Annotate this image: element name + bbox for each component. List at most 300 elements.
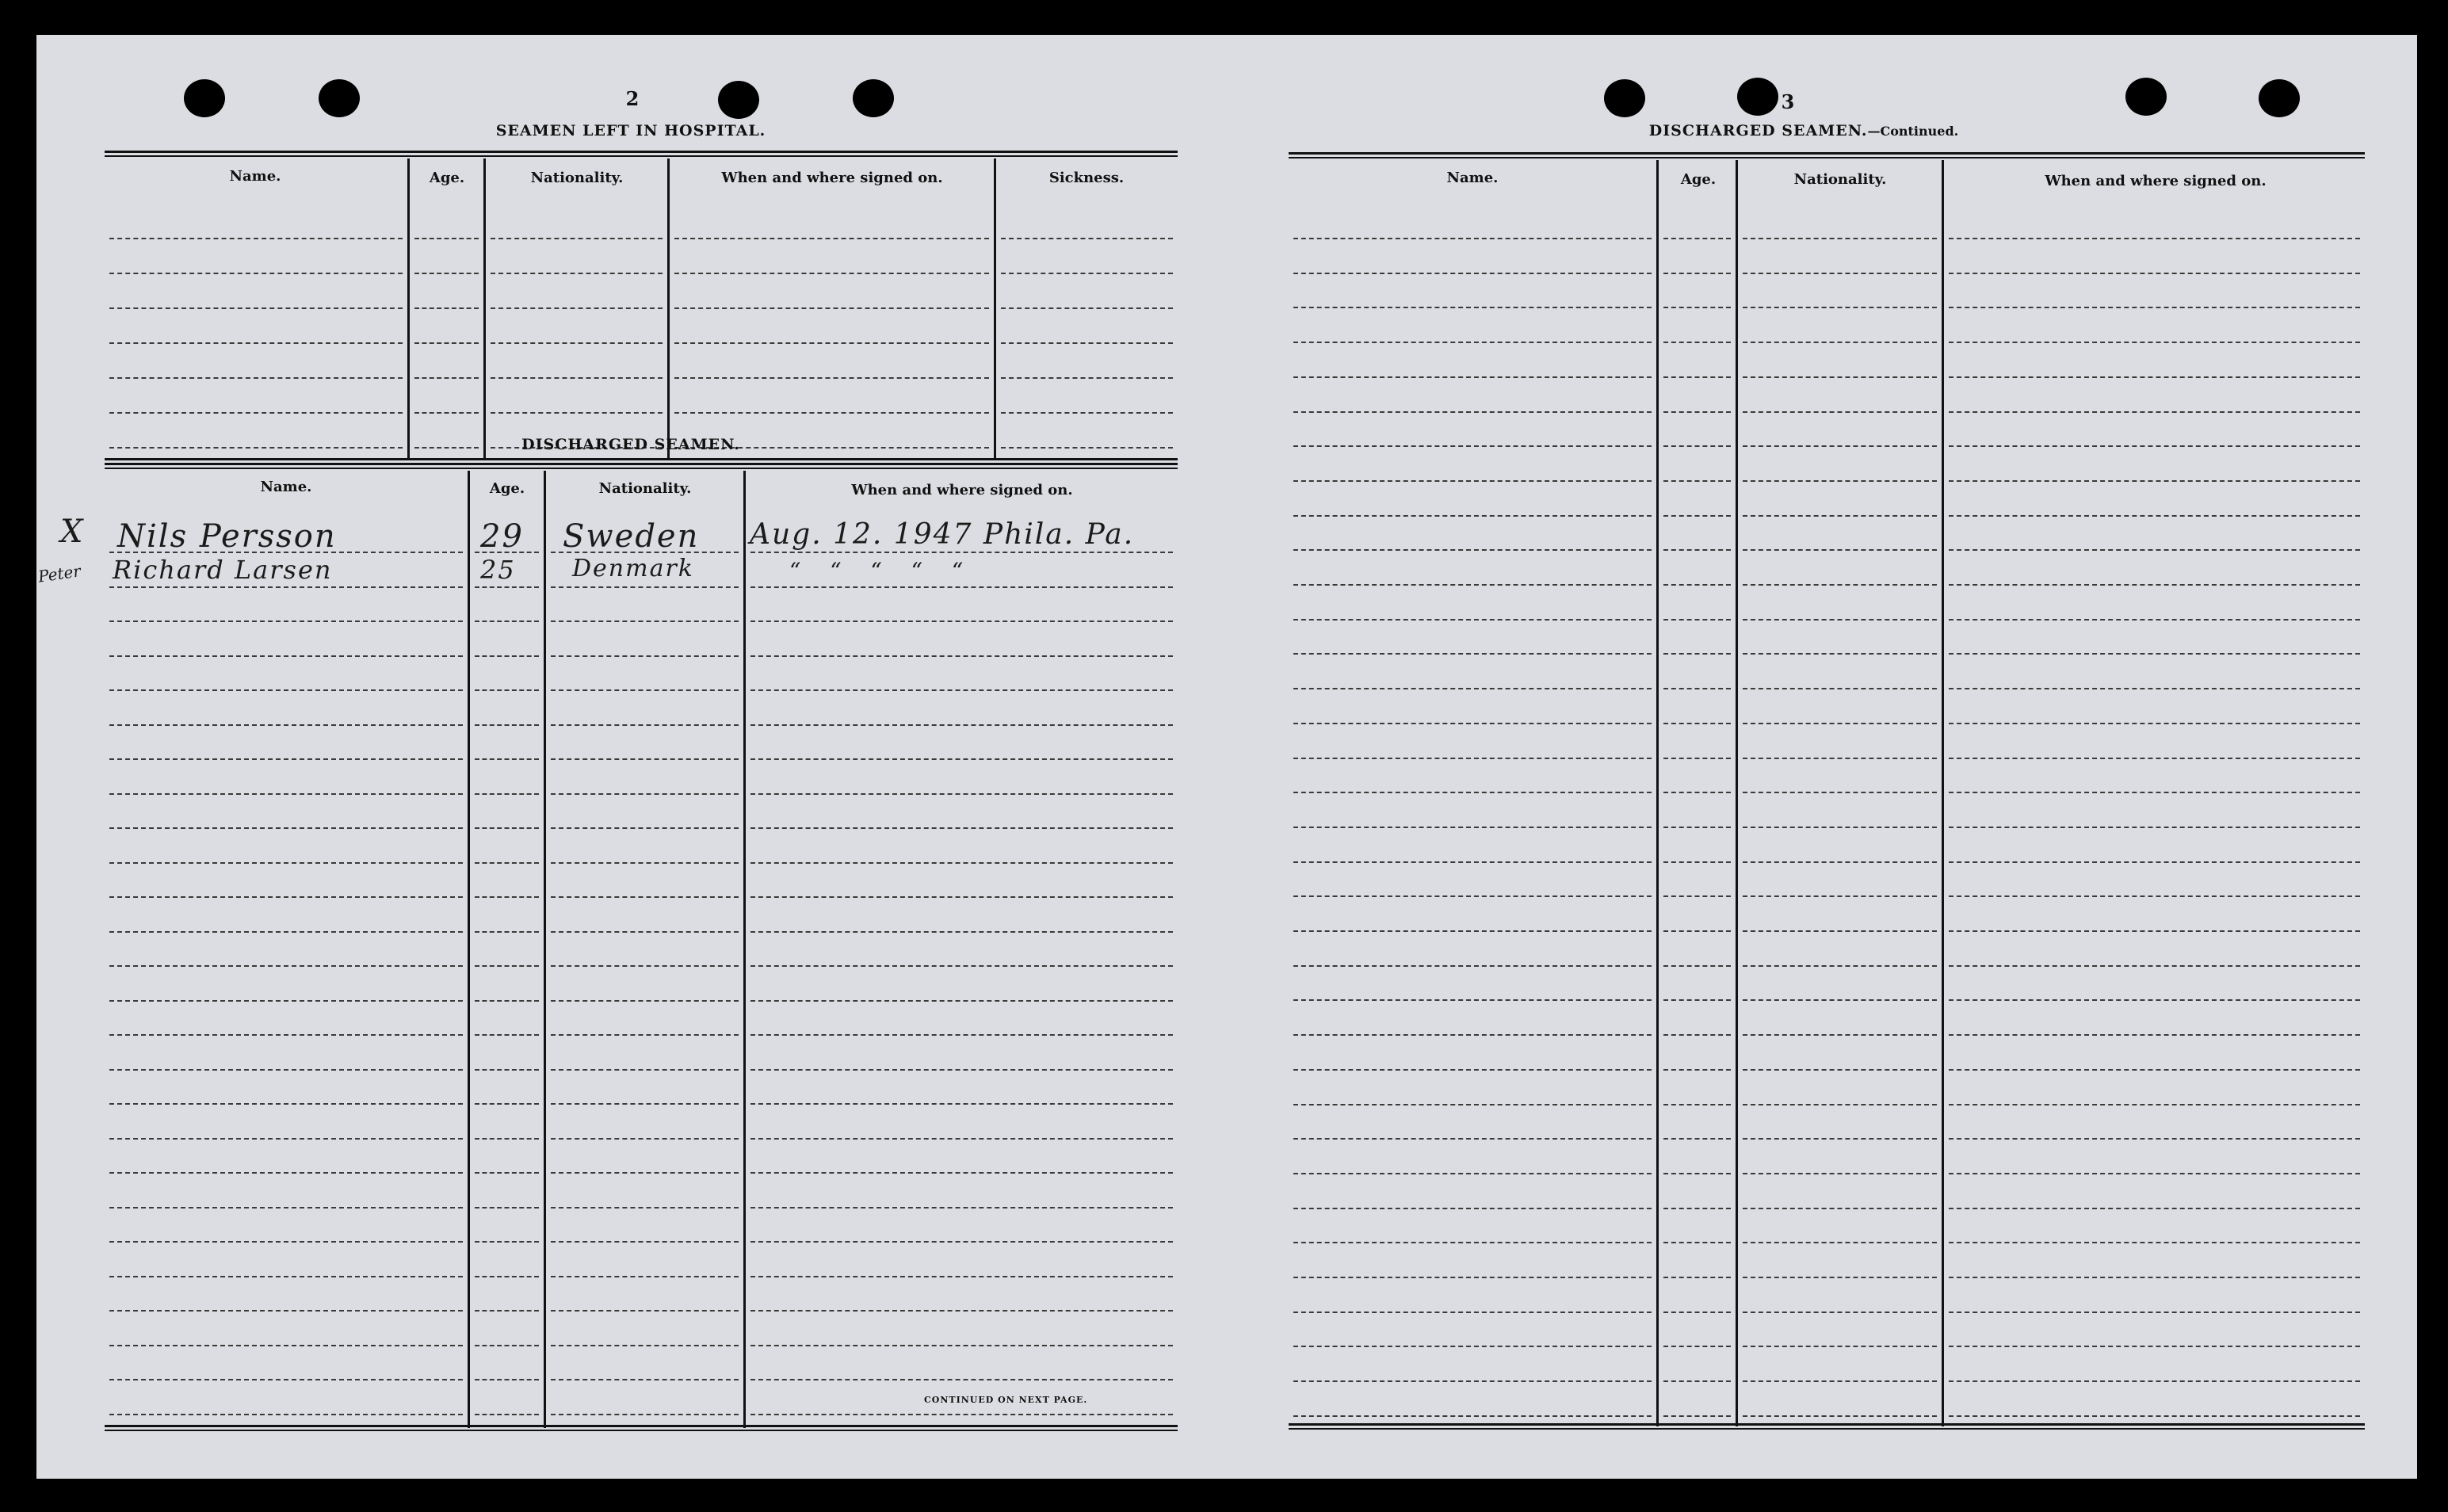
punch-hole bbox=[2259, 79, 2300, 117]
ruled-line bbox=[1949, 999, 2360, 1001]
ruled-line bbox=[1663, 758, 1731, 759]
ruled-line bbox=[1293, 723, 1652, 724]
ruled-line bbox=[1001, 342, 1173, 344]
punch-hole bbox=[853, 79, 894, 117]
ruled-line bbox=[1293, 1380, 1652, 1382]
ruled-line bbox=[109, 827, 463, 829]
discharged-table-bottom-rule bbox=[105, 1425, 1178, 1427]
ruled-line bbox=[109, 273, 403, 274]
ruled-line bbox=[1743, 1208, 1937, 1209]
discharged-col-nationality: Nationality. bbox=[598, 480, 692, 497]
ruled-line bbox=[1663, 1173, 1731, 1174]
ruled-line bbox=[109, 620, 463, 622]
entry-age: 25 bbox=[480, 555, 516, 585]
ruled-line bbox=[1293, 653, 1652, 655]
ruled-line bbox=[475, 1207, 539, 1208]
ruled-line bbox=[1663, 688, 1731, 689]
ruled-line bbox=[1949, 827, 2360, 828]
ruled-line bbox=[1949, 1208, 2360, 1209]
ruled-line bbox=[1949, 480, 2360, 482]
ruled-line bbox=[1663, 238, 1731, 239]
ruled-line bbox=[750, 965, 1173, 967]
hospital-table-top-rule bbox=[105, 155, 1178, 157]
right-col-name: Name. bbox=[1446, 170, 1499, 186]
right-section-title-text: DISCHARGED SEAMEN. bbox=[1648, 122, 1868, 139]
continued-footer: CONTINUED ON NEXT PAGE. bbox=[924, 1395, 1088, 1405]
ruled-line bbox=[551, 1103, 739, 1105]
ruled-line bbox=[1743, 584, 1937, 586]
ruled-line bbox=[1293, 895, 1652, 897]
ruled-line bbox=[551, 724, 739, 726]
ruled-line bbox=[1293, 965, 1652, 967]
ruled-line bbox=[1663, 445, 1731, 447]
ruled-line bbox=[1743, 307, 1937, 308]
ruled-line bbox=[1293, 758, 1652, 759]
ruled-line bbox=[475, 620, 539, 622]
ruled-line bbox=[1743, 965, 1937, 967]
ruled-line bbox=[1743, 376, 1937, 378]
ruled-line bbox=[551, 620, 739, 622]
right-table-top-rule bbox=[1289, 157, 2365, 158]
hospital-table-bottom-rule bbox=[105, 458, 1178, 460]
document-sheet bbox=[36, 35, 2417, 1479]
discharged-col-name: Name. bbox=[260, 479, 312, 495]
ruled-line bbox=[475, 1345, 539, 1346]
ruled-line bbox=[491, 307, 663, 309]
ruled-line bbox=[1743, 1034, 1937, 1036]
entry-nationality: Sweden bbox=[563, 518, 700, 555]
ruled-line bbox=[109, 1276, 463, 1277]
ruled-line bbox=[1949, 1380, 2360, 1382]
ruled-line bbox=[109, 1034, 463, 1036]
ruled-line bbox=[475, 827, 539, 829]
punch-hole bbox=[718, 81, 759, 119]
ruled-line bbox=[1663, 1069, 1731, 1071]
ruled-line bbox=[1743, 653, 1937, 655]
ruled-line bbox=[109, 655, 463, 657]
ruled-line bbox=[1663, 307, 1731, 308]
ruled-line bbox=[750, 1414, 1173, 1415]
ruled-line bbox=[1743, 792, 1937, 793]
ruled-line bbox=[1949, 515, 2360, 517]
ruled-line bbox=[109, 377, 403, 379]
ruled-line bbox=[1743, 1312, 1937, 1313]
ruled-line bbox=[1663, 861, 1731, 863]
ruled-line bbox=[109, 1310, 463, 1312]
right-col-nationality: Nationality. bbox=[1793, 171, 1887, 188]
ruled-line bbox=[750, 1000, 1173, 1002]
ruled-line bbox=[750, 1276, 1173, 1277]
ruled-line bbox=[475, 1000, 539, 1002]
ruled-line bbox=[109, 238, 403, 239]
entry-nationality: Denmark bbox=[572, 555, 694, 582]
ruled-line bbox=[1293, 861, 1652, 863]
ruled-line bbox=[109, 447, 403, 449]
ruled-line bbox=[551, 655, 739, 657]
ruled-line bbox=[1293, 515, 1652, 517]
ruled-line bbox=[1949, 930, 2360, 932]
ruled-line bbox=[551, 862, 739, 864]
ruled-line bbox=[1743, 1346, 1937, 1347]
ruled-line bbox=[1743, 238, 1937, 239]
ruled-line bbox=[1743, 688, 1937, 689]
ruled-line bbox=[1663, 1034, 1731, 1036]
ruled-line bbox=[1743, 1380, 1937, 1382]
ruled-line bbox=[1663, 999, 1731, 1001]
ruled-line bbox=[1293, 1242, 1652, 1243]
margin-note: Peter bbox=[36, 561, 82, 586]
ruled-line bbox=[1743, 1415, 1937, 1417]
ruled-line bbox=[1293, 1346, 1652, 1347]
punch-hole bbox=[184, 79, 225, 117]
ruled-line bbox=[551, 689, 739, 691]
ruled-line bbox=[551, 965, 739, 967]
ruled-line bbox=[551, 1276, 739, 1277]
ruled-line bbox=[1293, 549, 1652, 551]
ruled-line bbox=[1949, 688, 2360, 689]
ruled-line bbox=[109, 1138, 463, 1140]
right-section-title bbox=[1598, 122, 2010, 139]
hospital-col-nationality: Nationality. bbox=[530, 170, 624, 186]
ruled-line bbox=[1293, 1312, 1652, 1313]
ruled-line bbox=[750, 896, 1173, 898]
ruled-line bbox=[1663, 619, 1731, 620]
ruled-line bbox=[1293, 273, 1652, 274]
punch-hole bbox=[319, 79, 360, 117]
ruled-line bbox=[1663, 549, 1731, 551]
ruled-line bbox=[109, 307, 403, 309]
ruled-line bbox=[109, 793, 463, 795]
ruled-line bbox=[1949, 1034, 2360, 1036]
discharged-col-divider bbox=[743, 471, 746, 1428]
ruled-line bbox=[551, 1379, 739, 1380]
ruled-line bbox=[1663, 1380, 1731, 1382]
punch-hole bbox=[2125, 78, 2167, 116]
ruled-line bbox=[475, 1276, 539, 1277]
ruled-line bbox=[109, 342, 403, 344]
ruled-line bbox=[109, 1103, 463, 1105]
punch-hole bbox=[1604, 79, 1645, 117]
ruled-line bbox=[414, 412, 479, 414]
ruled-line bbox=[1743, 1173, 1937, 1174]
ruled-line bbox=[551, 1241, 739, 1243]
ruled-line bbox=[1293, 1208, 1652, 1209]
ruled-line bbox=[1001, 307, 1173, 309]
ruled-line bbox=[1949, 895, 2360, 897]
ruled-line bbox=[109, 1379, 463, 1380]
right-section-title-suffix: —Continued. bbox=[1867, 124, 1959, 139]
ruled-line bbox=[414, 447, 479, 449]
ruled-line bbox=[1663, 1277, 1731, 1278]
ruled-line bbox=[1949, 619, 2360, 620]
ruled-line bbox=[475, 793, 539, 795]
ruled-line bbox=[551, 1310, 739, 1312]
ruled-line bbox=[109, 724, 463, 726]
ruled-line bbox=[1293, 1069, 1652, 1071]
ruled-line bbox=[551, 1414, 739, 1415]
ruled-line bbox=[750, 620, 1173, 622]
right-table-bottom-rule bbox=[1289, 1428, 2365, 1430]
ruled-line bbox=[414, 307, 479, 309]
ruled-line bbox=[109, 1172, 463, 1174]
hospital-col-divider bbox=[407, 158, 410, 458]
ruled-line bbox=[414, 238, 479, 239]
ruled-line bbox=[1663, 376, 1731, 378]
ruled-line bbox=[1743, 861, 1937, 863]
ruled-line bbox=[1293, 1138, 1652, 1140]
entry-name: Nils Persson bbox=[117, 518, 337, 555]
ruled-line bbox=[475, 1103, 539, 1105]
ruled-line bbox=[1949, 1242, 2360, 1243]
ruled-line bbox=[750, 793, 1173, 795]
ruled-line bbox=[491, 342, 663, 344]
ruled-line bbox=[1663, 342, 1731, 343]
ruled-line bbox=[551, 1138, 739, 1140]
ruled-line bbox=[1663, 723, 1731, 724]
ruled-line bbox=[1663, 792, 1731, 793]
ruled-line bbox=[491, 273, 663, 274]
ruled-line bbox=[1293, 1104, 1652, 1105]
ruled-line bbox=[750, 655, 1173, 657]
ruled-line bbox=[1949, 861, 2360, 863]
ruled-line bbox=[551, 1172, 739, 1174]
ruled-line bbox=[475, 1138, 539, 1140]
ruled-line bbox=[1949, 1138, 2360, 1140]
right-col-divider bbox=[1942, 160, 1944, 1426]
ruled-line bbox=[750, 1207, 1173, 1208]
ruled-line bbox=[1663, 930, 1731, 932]
ruled-line bbox=[674, 307, 989, 309]
ruled-line bbox=[1001, 447, 1173, 449]
ruled-line bbox=[551, 1207, 739, 1208]
ruled-line bbox=[109, 1241, 463, 1243]
ruled-line bbox=[750, 1069, 1173, 1071]
ruled-line bbox=[1949, 549, 2360, 551]
ruled-line bbox=[1743, 758, 1937, 759]
right-col-divider bbox=[1736, 160, 1738, 1426]
ruled-line bbox=[750, 1310, 1173, 1312]
ruled-line bbox=[475, 758, 539, 760]
ruled-line bbox=[750, 552, 1173, 553]
ruled-line bbox=[1663, 1138, 1731, 1140]
ruled-line bbox=[1293, 827, 1652, 828]
ruled-line bbox=[491, 412, 663, 414]
ruled-line bbox=[109, 1069, 463, 1071]
ruled-line bbox=[750, 1103, 1173, 1105]
right-col-divider bbox=[1656, 160, 1659, 1426]
right-col-signed-on: When and where signed on. bbox=[2045, 173, 2267, 189]
ruled-line bbox=[750, 758, 1173, 760]
ruled-line bbox=[551, 586, 739, 588]
ruled-line bbox=[1743, 723, 1937, 724]
ruled-line bbox=[475, 724, 539, 726]
entry-signed-on: “ “ “ “ “ bbox=[789, 558, 975, 584]
ruled-line bbox=[475, 1069, 539, 1071]
ruled-line bbox=[109, 1414, 463, 1415]
ruled-line bbox=[1293, 238, 1652, 239]
right-table-bottom-rule bbox=[1289, 1423, 2365, 1426]
ruled-line bbox=[1293, 445, 1652, 447]
ruled-line bbox=[1663, 1415, 1731, 1417]
ruled-line bbox=[1743, 619, 1937, 620]
ruled-line bbox=[1743, 1104, 1937, 1105]
ruled-line bbox=[475, 1034, 539, 1036]
entry-age: 29 bbox=[480, 518, 524, 555]
ruled-line bbox=[475, 1241, 539, 1243]
ruled-line bbox=[1949, 1173, 2360, 1174]
ruled-line bbox=[1949, 723, 2360, 724]
ruled-line bbox=[1949, 307, 2360, 308]
ruled-line bbox=[1949, 653, 2360, 655]
ruled-line bbox=[414, 342, 479, 344]
ruled-line bbox=[674, 238, 989, 239]
ruled-line bbox=[551, 1000, 739, 1002]
ruled-line bbox=[1293, 584, 1652, 586]
ruled-line bbox=[475, 965, 539, 967]
ruled-line bbox=[1743, 1138, 1937, 1140]
ruled-line bbox=[1949, 1277, 2360, 1278]
ruled-line bbox=[1949, 965, 2360, 967]
ruled-line bbox=[1663, 1346, 1731, 1347]
ruled-line bbox=[1743, 411, 1937, 413]
ruled-line bbox=[750, 1034, 1173, 1036]
ruled-line bbox=[475, 862, 539, 864]
entry-mark: X bbox=[60, 514, 85, 550]
ruled-line bbox=[1743, 1242, 1937, 1243]
ruled-line bbox=[1663, 1312, 1731, 1313]
ruled-line bbox=[551, 896, 739, 898]
ruled-line bbox=[1743, 1069, 1937, 1071]
ruled-line bbox=[109, 689, 463, 691]
ruled-line bbox=[1949, 342, 2360, 343]
ruled-line bbox=[109, 931, 463, 933]
ruled-line bbox=[1743, 895, 1937, 897]
ruled-line bbox=[491, 238, 663, 239]
ruled-line bbox=[1293, 1415, 1652, 1417]
ruled-line bbox=[1949, 273, 2360, 274]
ruled-line bbox=[1743, 445, 1937, 447]
ruled-line bbox=[750, 1172, 1173, 1174]
right-table-top-rule bbox=[1289, 152, 2365, 155]
ruled-line bbox=[109, 1345, 463, 1346]
left-page-number: 2 bbox=[625, 87, 640, 110]
ruled-line bbox=[1663, 965, 1731, 967]
ruled-line bbox=[109, 1000, 463, 1002]
discharged-col-divider bbox=[468, 471, 470, 1428]
ruled-line bbox=[1949, 1415, 2360, 1417]
ruled-line bbox=[1663, 1242, 1731, 1243]
ruled-line bbox=[475, 655, 539, 657]
ruled-line bbox=[1663, 515, 1731, 517]
ruled-line bbox=[1743, 342, 1937, 343]
ruled-line bbox=[750, 1345, 1173, 1346]
ruled-line bbox=[491, 377, 663, 379]
ruled-line bbox=[1949, 376, 2360, 378]
ruled-line bbox=[674, 377, 989, 379]
ruled-line bbox=[674, 342, 989, 344]
discharged-table-bottom-rule bbox=[105, 1430, 1178, 1431]
ruled-line bbox=[1949, 445, 2360, 447]
ruled-line bbox=[1949, 1312, 2360, 1313]
ruled-line bbox=[1949, 411, 2360, 413]
ruled-line bbox=[750, 931, 1173, 933]
ruled-line bbox=[109, 758, 463, 760]
ruled-line bbox=[109, 586, 463, 588]
discharged-col-divider bbox=[544, 471, 546, 1428]
ruled-line bbox=[1663, 273, 1731, 274]
hospital-col-sickness: Sickness. bbox=[1048, 170, 1125, 186]
ruled-line bbox=[1293, 480, 1652, 482]
ruled-line bbox=[1949, 758, 2360, 759]
ruled-line bbox=[1663, 827, 1731, 828]
ruled-line bbox=[750, 862, 1173, 864]
ruled-line bbox=[1293, 999, 1652, 1001]
ruled-line bbox=[1293, 930, 1652, 932]
ruled-line bbox=[551, 1034, 739, 1036]
ruled-line bbox=[109, 896, 463, 898]
ruled-line bbox=[1293, 792, 1652, 793]
ruled-line bbox=[1293, 342, 1652, 343]
discharged-col-signed-on: When and where signed on. bbox=[851, 482, 1073, 498]
ruled-line bbox=[1001, 377, 1173, 379]
ruled-line bbox=[1663, 1208, 1731, 1209]
ruled-line bbox=[109, 1207, 463, 1208]
ruled-line bbox=[1293, 619, 1652, 620]
ruled-line bbox=[750, 724, 1173, 726]
ruled-line bbox=[1293, 1173, 1652, 1174]
ruled-line bbox=[475, 689, 539, 691]
hospital-col-divider bbox=[994, 158, 996, 458]
discharged-col-age: Age. bbox=[489, 480, 525, 497]
ruled-line bbox=[475, 1172, 539, 1174]
ruled-line bbox=[1293, 376, 1652, 378]
hospital-col-divider bbox=[483, 158, 486, 458]
ruled-line bbox=[475, 1379, 539, 1380]
ruled-line bbox=[414, 273, 479, 274]
ruled-line bbox=[1001, 412, 1173, 414]
ruled-line bbox=[1293, 1034, 1652, 1036]
hospital-col-age: Age. bbox=[429, 170, 465, 186]
ruled-line bbox=[1743, 515, 1937, 517]
ruled-line bbox=[551, 1069, 739, 1071]
ruled-line bbox=[414, 377, 479, 379]
ruled-line bbox=[1949, 584, 2360, 586]
ruled-line bbox=[674, 412, 989, 414]
ruled-line bbox=[1001, 238, 1173, 239]
hospital-table-top-rule bbox=[105, 151, 1178, 153]
hospital-col-name: Name. bbox=[229, 168, 281, 185]
ruled-line bbox=[1743, 999, 1937, 1001]
ruled-line bbox=[1293, 307, 1652, 308]
ruled-line bbox=[1949, 238, 2360, 239]
ruled-line bbox=[750, 586, 1173, 588]
ruled-line bbox=[1949, 1346, 2360, 1347]
ruled-line bbox=[475, 586, 539, 588]
ruled-line bbox=[1949, 1069, 2360, 1071]
ruled-line bbox=[475, 1310, 539, 1312]
hospital-col-divider bbox=[667, 158, 670, 458]
discharged-table-top-rule bbox=[105, 463, 1178, 465]
ruled-line bbox=[1949, 792, 2360, 793]
right-page-number: 3 bbox=[1781, 90, 1795, 113]
right-col-age: Age. bbox=[1680, 171, 1717, 188]
ruled-line bbox=[551, 1345, 739, 1346]
ruled-line bbox=[1293, 1277, 1652, 1278]
ruled-line bbox=[1743, 827, 1937, 828]
ruled-line bbox=[1743, 549, 1937, 551]
ruled-line bbox=[674, 273, 989, 274]
ruled-line bbox=[1663, 480, 1731, 482]
